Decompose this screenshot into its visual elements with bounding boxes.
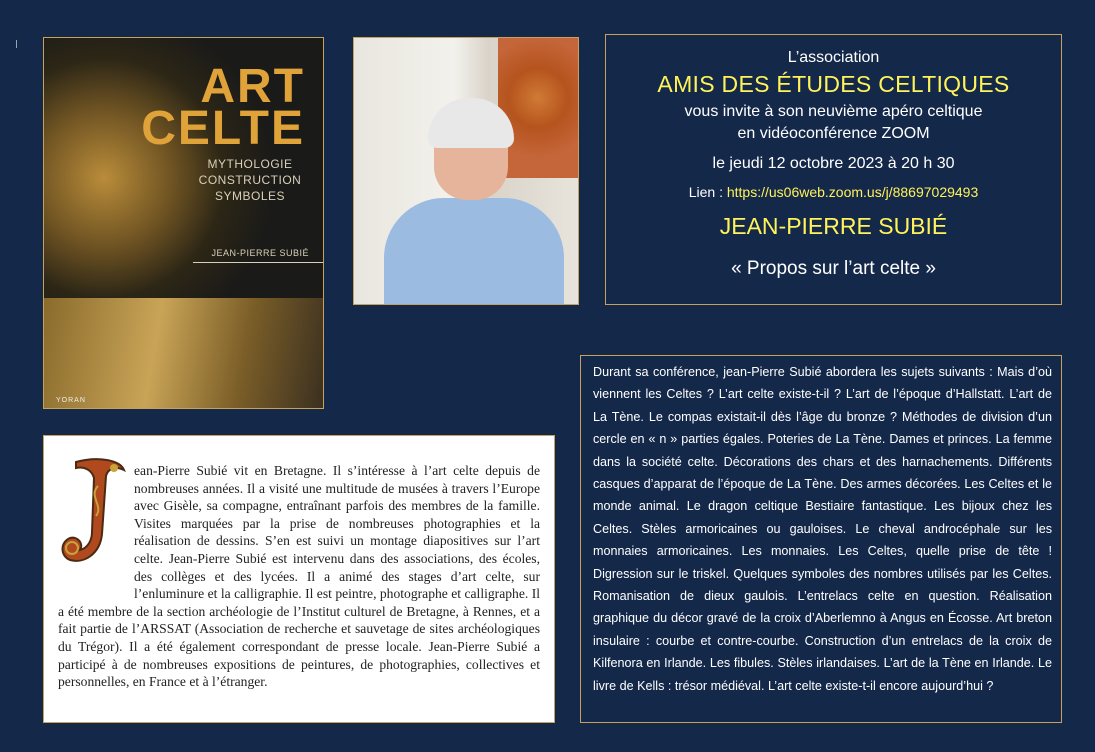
speaker-name: JEAN-PIERRE SUBIÉ xyxy=(719,213,948,239)
cover-author: JEAN-PIERRE SUBIÉ xyxy=(211,248,309,258)
cover-artwork xyxy=(44,298,323,408)
cover-subtitle-line1: MYTHOLOGIE xyxy=(207,157,293,171)
zoom-link-row xyxy=(606,184,1061,200)
cover-rule xyxy=(193,262,323,263)
photo-background-art xyxy=(498,38,578,178)
invitation-medium: en vidéoconférence ZOOM xyxy=(737,125,930,142)
invitation-text: vous invite à son neuvième apéro celtique xyxy=(684,103,983,120)
cover-subtitle xyxy=(195,156,305,204)
topics-text: Durant sa conférence, jean-Pierre Subié abordera les sujets suivants : Mais d’où viennent les Celtes ? L’art celte existe-t-il ? L’art de l’époque d’Hallstatt. L’art de La Tène. Le compas existait-il dès l’âge du bronze ? Méthodes de division d’un cercle en « n » parties égales. Poteries de La Tène. Dames et princes. La femme dans la société celte. Décorations des chars et des harnachements. Différents casques d’apparat de l’époque de La Tène. Des armes décorées. Les Celtes et le monde animal. Le dragon celtique Bestiaire fantastique. Les bijoux chez les Celtes. Stèles armoricaines ou gauloises. Le cheval androcéphale sur les monnaies armoricaines. Les monnaies. Les Celtes, quelle prise de tête ! Digression sur le triskel. Quelques symboles des nombres utilisés par les Celtes. Romanisation de dieux gaulois. L’entrelacs celte en question. Réalisation graphique du décor gravé de la croix d’Aberlemno à Angus en Écosse. Art breton insulaire : courbe et contre-courbe. Construction d’un entrelacs de la croix de Kilfenora en Irlande. Les fibules. Stèles irlandaises. L’art de la Tène en Irlande. Le livre de Kells : trésor médiéval. L’art celte existe-t-il encore aujourd’hui ? xyxy=(593,365,1052,693)
zoom-link[interactable]: https://us06web.zoom.us/j/88697029493 xyxy=(726,184,979,200)
cover-publisher: YORAN xyxy=(56,397,86,404)
dropcap-space xyxy=(58,462,134,586)
cover-title-line1: ART xyxy=(200,60,305,113)
book-cover xyxy=(43,37,324,409)
cover-subtitle-line2: CONSTRUCTION xyxy=(198,173,302,187)
cover-title-line2: CELTE xyxy=(141,102,305,155)
cursor-mark xyxy=(16,40,17,48)
biography-body: ean-Pierre Subié vit en Bretagne. Il s’intéresse à l’art celte depuis de nombreuses années. Il a visité une multitude de musées à travers l’Europe avec Gisèle, sa compagne, entraînant parfois des membres de la famille. Visites marquées par la prise de nombreuses photographies et la réalisation de dessins. S’en est suivi un montage diapositives sur l’art celte. Jean-Pierre Subié est intervenu dans des associations, des écoles, des collèges et des lycées. Il a animé des stages d’art celte, sur l’enluminure et la calligraphie. Il est peintre, photographe et calligraphe. Il a été membre de la section archéologie de l’Institut culturel de Bretagne, à Rennes, et a fait partie de l’ARSSAT (Association de recherche et sauvetage de sites archéologiques du Trégor). Il a été également correspondant de presse locale. Jean-Pierre Subié a participé à de nombreuses expositions de peintures, de photographies, collectives et personnelles, en France et à l’étranger. xyxy=(58,463,540,690)
photo-shirt xyxy=(384,198,564,305)
invitation-panel xyxy=(605,34,1062,305)
speaker-photo xyxy=(353,37,579,305)
topics-panel xyxy=(580,355,1062,723)
association-name: AMIS DES ÉTUDES CELTIQUES xyxy=(657,71,1010,97)
link-label: Lien : xyxy=(688,184,723,200)
event-date: le jeudi 12 octobre 2023 à 20 h 30 xyxy=(712,155,955,172)
invitation-intro: L’association xyxy=(787,49,880,66)
biography-text xyxy=(58,462,540,691)
biography-panel xyxy=(43,435,555,723)
talk-title: « Propos sur l’art celte » xyxy=(731,258,936,279)
cover-title xyxy=(141,60,305,155)
cover-subtitle-line3: SYMBOLES xyxy=(214,189,286,203)
